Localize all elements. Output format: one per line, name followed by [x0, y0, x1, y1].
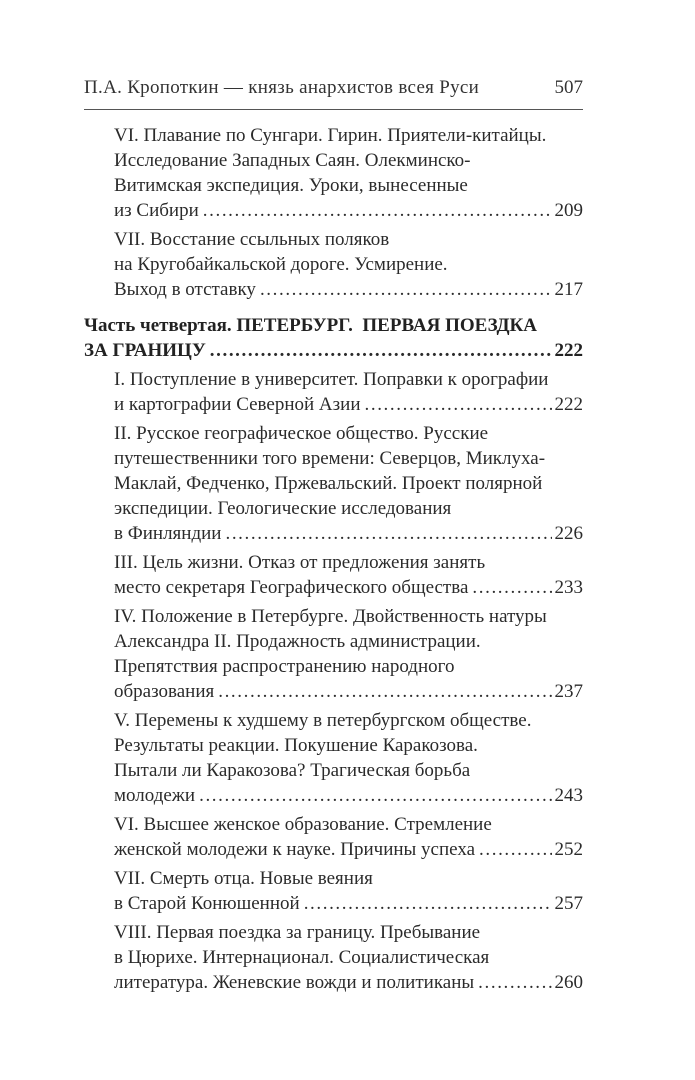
- toc-page-number: 260: [554, 972, 583, 993]
- toc-last-line: [114, 575, 583, 600]
- toc-line-text: молодежи: [114, 785, 196, 806]
- toc-line: II. Русское географическое общество. Русские: [114, 423, 489, 444]
- dot-leader: [225, 521, 551, 546]
- toc-line-text: образования: [114, 681, 215, 702]
- toc-entry: [114, 866, 583, 916]
- toc-line-text: в Старой Конюшенной: [114, 893, 300, 914]
- toc-line-text: Выход в отставку: [114, 279, 256, 300]
- toc-line: Часть четвертая. ПЕТЕРБУРГ. ПЕРВАЯ ПОЕЗДКА: [84, 315, 538, 336]
- table-of-contents: [84, 123, 583, 995]
- toc-page-number: 237: [554, 681, 583, 702]
- toc-page-number: 226: [554, 523, 583, 544]
- toc-line: Витимская экспедиция. Уроки, вынесенные: [114, 175, 468, 196]
- toc-line: Маклай, Федченко, Пржевальский. Проект полярной: [114, 473, 543, 494]
- toc-part-heading: [84, 313, 583, 363]
- dot-leader: [479, 837, 551, 862]
- toc-last-line: [114, 970, 583, 995]
- toc-entry: [114, 227, 583, 302]
- toc-line: Александра II. Продажность администрации.: [114, 631, 481, 652]
- toc-line: Препятствия распространению народного: [114, 656, 455, 677]
- toc-entry: [114, 550, 583, 600]
- dot-leader: [199, 783, 551, 808]
- toc-line: VI. Высшее женское образование. Стремление: [114, 814, 492, 835]
- toc-last-line: [114, 198, 583, 223]
- dot-leader: [260, 277, 552, 302]
- toc-line: в Цюрихе. Интернационал. Социалистическая: [114, 947, 490, 968]
- toc-line: путешественники того времени: Северцов, Миклуха-: [114, 448, 546, 469]
- toc-page-number: 209: [554, 200, 583, 221]
- toc-page-number: 222: [554, 394, 583, 415]
- toc-last-line: [114, 837, 583, 862]
- toc-line: на Кругобайкальской дороге. Усмирение.: [114, 254, 448, 275]
- toc-entry: [114, 920, 583, 995]
- toc-entry: [114, 708, 583, 808]
- toc-line-text: женской молодежи к науке. Причины успеха: [114, 839, 476, 860]
- toc-line-text: место секретаря Географического общества: [114, 577, 469, 598]
- toc-line: III. Цель жизни. Отказ от предложения занять: [114, 552, 486, 573]
- toc-page-number: 257: [554, 893, 583, 914]
- toc-line-text: из Сибири: [114, 200, 199, 221]
- toc-line-text: и картографии Северной Азии: [114, 394, 361, 415]
- toc-last-line: [114, 783, 583, 808]
- toc-line: V. Перемены к худшему в петербургском обществе.: [114, 710, 532, 731]
- dot-leader: [203, 198, 552, 223]
- toc-page-number: 222: [554, 340, 583, 361]
- toc-line: VII. Восстание ссыльных поляков: [114, 229, 390, 250]
- toc-entry: [114, 604, 583, 704]
- running-title: П.А. Кропоткин — князь анархистов всея Руси: [84, 77, 480, 98]
- toc-line: I. Поступление в университет. Поправки к орографии: [114, 369, 549, 390]
- dot-leader: [472, 575, 551, 600]
- dot-leader: [218, 679, 551, 704]
- dot-leader: [365, 392, 552, 417]
- toc-line-text: в Финляндии: [114, 523, 222, 544]
- toc-last-line: [84, 338, 583, 363]
- toc-entry: [114, 367, 583, 417]
- header-divider: [84, 109, 583, 110]
- toc-last-line: [114, 277, 583, 302]
- toc-line: Исследование Западных Саян. Олекминско-: [114, 150, 471, 171]
- toc-last-line: [114, 679, 583, 704]
- toc-line: IV. Положение в Петербурге. Двойственность натуры: [114, 606, 547, 627]
- toc-page-number: 252: [554, 839, 583, 860]
- toc-last-line: [114, 891, 583, 916]
- running-head: [84, 76, 583, 100]
- toc-page-number: 233: [554, 577, 583, 598]
- toc-page-number: 217: [554, 279, 583, 300]
- folio-page-number: 507: [554, 77, 583, 98]
- toc-line: Результаты реакции. Покушение Каракозова.: [114, 735, 478, 756]
- toc-entry: [114, 123, 583, 223]
- toc-entry: [114, 812, 583, 862]
- toc-line: VIII. Первая поездка за границу. Пребывание: [114, 922, 481, 943]
- toc-last-line: [114, 392, 583, 417]
- toc-entry: [114, 421, 583, 546]
- dot-leader: [304, 891, 552, 916]
- toc-last-line: [114, 521, 583, 546]
- toc-line: Пытали ли Каракозова? Трагическая борьба: [114, 760, 471, 781]
- toc-line-text: ЗА ГРАНИЦУ: [84, 340, 206, 361]
- dot-leader: [478, 970, 551, 995]
- toc-line: VI. Плавание по Сунгари. Гирин. Приятели-китайцы.: [114, 125, 547, 146]
- dot-leader: [210, 338, 552, 363]
- toc-line: экспедиции. Геологические исследования: [114, 498, 452, 519]
- toc-page-number: 243: [554, 785, 583, 806]
- toc-line-text: литература. Женевские вожди и политиканы: [114, 972, 475, 993]
- toc-line: VII. Смерть отца. Новые веяния: [114, 868, 373, 889]
